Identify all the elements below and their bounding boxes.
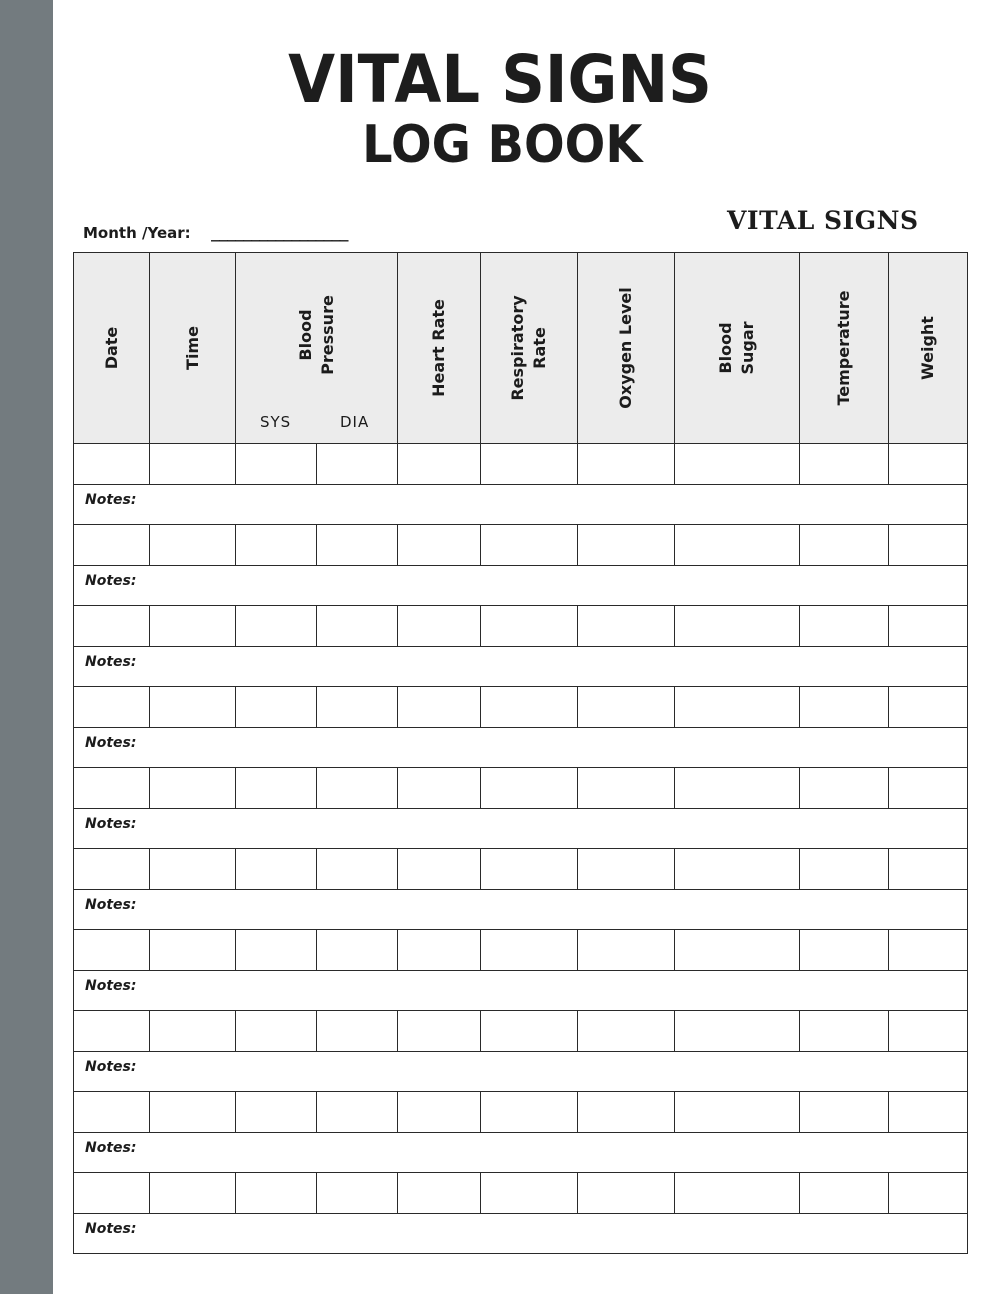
column-header-blood-sugar (675, 253, 800, 444)
cell-temperature[interactable] (800, 687, 889, 728)
page-title: VITAL SIGNS (288, 41, 712, 118)
cell-heart-rate[interactable] (398, 1011, 481, 1052)
entry-row (74, 930, 968, 971)
column-label: Respiratory Rate (508, 295, 549, 401)
notes-cell[interactable] (74, 566, 968, 606)
cell-respiratory-rate[interactable] (481, 1092, 578, 1133)
cell-respiratory-rate[interactable] (481, 444, 578, 485)
cell-blood-sugar[interactable] (675, 1011, 800, 1052)
cell-time[interactable] (150, 606, 236, 647)
cell-sys[interactable] (236, 444, 317, 485)
cell-sys[interactable] (236, 930, 317, 971)
cell-blood-sugar[interactable] (675, 849, 800, 890)
notes-row (74, 647, 968, 687)
cell-blood-sugar[interactable] (675, 444, 800, 485)
cell-dia[interactable] (317, 606, 398, 647)
cell-respiratory-rate[interactable] (481, 768, 578, 809)
header-row (74, 253, 968, 444)
column-header-date (74, 253, 150, 444)
section-heading: VITAL SIGNS (727, 206, 919, 235)
cell-date[interactable] (74, 687, 150, 728)
cell-date[interactable] (74, 1011, 150, 1052)
book-spine (0, 0, 53, 1294)
cell-temperature[interactable] (800, 1173, 889, 1214)
column-label: Date (101, 326, 121, 370)
column-header-temperature (800, 253, 889, 444)
cell-sys[interactable] (236, 525, 317, 566)
cell-oxygen-level[interactable] (578, 687, 675, 728)
cell-time[interactable] (150, 1011, 236, 1052)
cell-heart-rate[interactable] (398, 687, 481, 728)
cell-weight[interactable] (889, 930, 968, 971)
notes-label: Notes: (85, 492, 137, 508)
cell-heart-rate[interactable] (398, 849, 481, 890)
cell-time[interactable] (150, 930, 236, 971)
notes-label: Notes: (85, 1221, 137, 1237)
entry-row (74, 1011, 968, 1052)
cell-oxygen-level[interactable] (578, 444, 675, 485)
cell-respiratory-rate[interactable] (481, 1173, 578, 1214)
cell-oxygen-level[interactable] (578, 1092, 675, 1133)
notes-cell[interactable] (74, 1214, 968, 1254)
cell-blood-sugar[interactable] (675, 606, 800, 647)
cell-oxygen-level[interactable] (578, 1173, 675, 1214)
cell-time[interactable] (150, 1092, 236, 1133)
notes-label: Notes: (85, 816, 137, 832)
column-header-weight (889, 253, 968, 444)
column-header-heart-rate (398, 253, 481, 444)
cell-date[interactable] (74, 1092, 150, 1133)
cell-weight[interactable] (889, 849, 968, 890)
cell-temperature[interactable] (800, 606, 889, 647)
log-body (74, 444, 968, 1254)
notes-cell[interactable] (74, 890, 968, 930)
cell-date[interactable] (74, 444, 150, 485)
cell-dia[interactable] (317, 930, 398, 971)
cell-dia[interactable] (317, 444, 398, 485)
cell-blood-sugar[interactable] (675, 930, 800, 971)
entry-row (74, 606, 968, 647)
cell-temperature[interactable] (800, 768, 889, 809)
notes-label: Notes: (85, 735, 137, 751)
notes-label: Notes: (85, 897, 137, 913)
cell-blood-sugar[interactable] (675, 768, 800, 809)
cell-heart-rate[interactable] (398, 525, 481, 566)
notes-row (74, 971, 968, 1011)
notes-row (74, 485, 968, 525)
column-label: Blood Pressure (295, 294, 337, 375)
cell-sys[interactable] (236, 1092, 317, 1133)
cell-sys[interactable] (236, 1011, 317, 1052)
column-header-time (150, 253, 236, 444)
cell-heart-rate[interactable] (398, 930, 481, 971)
notes-label: Notes: (85, 978, 137, 994)
cell-respiratory-rate[interactable] (481, 687, 578, 728)
notes-row (74, 1052, 968, 1092)
cell-sys[interactable] (236, 687, 317, 728)
cell-date[interactable] (74, 930, 150, 971)
cell-respiratory-rate[interactable] (481, 849, 578, 890)
cell-blood-sugar[interactable] (675, 525, 800, 566)
dia-subheader: DIA (340, 413, 370, 431)
cell-temperature[interactable] (800, 849, 889, 890)
entry-row (74, 525, 968, 566)
cell-time[interactable] (150, 849, 236, 890)
cell-oxygen-level[interactable] (578, 1011, 675, 1052)
notes-cell[interactable] (74, 1052, 968, 1092)
month-year-field[interactable]: _________________ (211, 224, 348, 242)
cell-time[interactable] (150, 687, 236, 728)
sys-subheader: SYS (260, 413, 292, 431)
cell-respiratory-rate[interactable] (481, 930, 578, 971)
cell-sys[interactable] (236, 606, 317, 647)
cell-weight[interactable] (889, 1011, 968, 1052)
cell-heart-rate[interactable] (398, 444, 481, 485)
notes-cell[interactable] (74, 971, 968, 1011)
cell-dia[interactable] (317, 849, 398, 890)
cell-dia[interactable] (317, 1173, 398, 1214)
notes-label: Notes: (85, 1059, 137, 1075)
entry-row (74, 444, 968, 485)
cell-heart-rate[interactable] (398, 1092, 481, 1133)
notes-row (74, 1133, 968, 1173)
notes-label: Notes: (85, 654, 137, 670)
cell-time[interactable] (150, 525, 236, 566)
cell-date[interactable] (74, 1173, 150, 1214)
cell-temperature[interactable] (800, 1092, 889, 1133)
cell-temperature[interactable] (800, 930, 889, 971)
cell-blood-sugar[interactable] (675, 1092, 800, 1133)
cell-dia[interactable] (317, 1092, 398, 1133)
vital-signs-log-table (73, 252, 968, 1254)
cell-date[interactable] (74, 525, 150, 566)
entry-row (74, 1092, 968, 1133)
cell-oxygen-level[interactable] (578, 930, 675, 971)
cell-time[interactable] (150, 444, 236, 485)
notes-row (74, 890, 968, 930)
cell-oxygen-level[interactable] (578, 768, 675, 809)
entry-row (74, 849, 968, 890)
column-label: Blood Sugar (716, 321, 757, 375)
column-label: Temperature (834, 290, 853, 406)
cell-respiratory-rate[interactable] (481, 606, 578, 647)
column-header-respiratory-rate (481, 253, 578, 444)
cell-temperature[interactable] (800, 444, 889, 485)
notes-row (74, 566, 968, 606)
notes-row (74, 809, 968, 849)
cell-weight[interactable] (889, 606, 968, 647)
cell-heart-rate[interactable] (398, 606, 481, 647)
cell-heart-rate[interactable] (398, 768, 481, 809)
cell-weight[interactable] (889, 1173, 968, 1214)
month-year-label: Month /Year: (83, 224, 191, 242)
entry-row (74, 1173, 968, 1214)
cell-weight[interactable] (889, 768, 968, 809)
cell-weight[interactable] (889, 687, 968, 728)
notes-label: Notes: (85, 1140, 137, 1156)
cell-temperature[interactable] (800, 525, 889, 566)
cell-sys[interactable] (236, 768, 317, 809)
entry-row (74, 687, 968, 728)
cell-time[interactable] (150, 768, 236, 809)
cell-dia[interactable] (317, 768, 398, 809)
cell-dia[interactable] (317, 687, 398, 728)
notes-cell[interactable] (74, 647, 968, 687)
cell-weight[interactable] (889, 525, 968, 566)
cell-respiratory-rate[interactable] (481, 525, 578, 566)
cell-temperature[interactable] (800, 1011, 889, 1052)
entry-row (74, 768, 968, 809)
notes-row (74, 728, 968, 768)
cell-oxygen-level[interactable] (578, 606, 675, 647)
cell-sys[interactable] (236, 849, 317, 890)
column-header-oxygen-level (578, 253, 675, 444)
cell-time[interactable] (150, 1173, 236, 1214)
cell-date[interactable] (74, 849, 150, 890)
cell-dia[interactable] (317, 1011, 398, 1052)
notes-label: Notes: (85, 573, 137, 589)
notes-row (74, 1214, 968, 1254)
cell-date[interactable] (74, 606, 150, 647)
column-label: Time (182, 326, 202, 370)
notes-cell[interactable] (74, 809, 968, 849)
cell-blood-sugar[interactable] (675, 687, 800, 728)
cell-dia[interactable] (317, 525, 398, 566)
cell-weight[interactable] (889, 444, 968, 485)
cell-weight[interactable] (889, 1092, 968, 1133)
cell-heart-rate[interactable] (398, 1173, 481, 1214)
page-subtitle: LOG BOOK (362, 115, 643, 175)
cell-sys[interactable] (236, 1173, 317, 1214)
column-label: Heart Rate (429, 299, 448, 397)
notes-cell[interactable] (74, 728, 968, 768)
column-label: Oxygen Level (616, 287, 635, 409)
column-header-blood-pressure (236, 253, 398, 444)
notes-cell[interactable] (74, 1133, 968, 1173)
cell-date[interactable] (74, 768, 150, 809)
cell-oxygen-level[interactable] (578, 525, 675, 566)
notes-cell[interactable] (74, 485, 968, 525)
cell-blood-sugar[interactable] (675, 1173, 800, 1214)
cell-oxygen-level[interactable] (578, 849, 675, 890)
cell-respiratory-rate[interactable] (481, 1011, 578, 1052)
column-label: Weight (918, 316, 937, 380)
